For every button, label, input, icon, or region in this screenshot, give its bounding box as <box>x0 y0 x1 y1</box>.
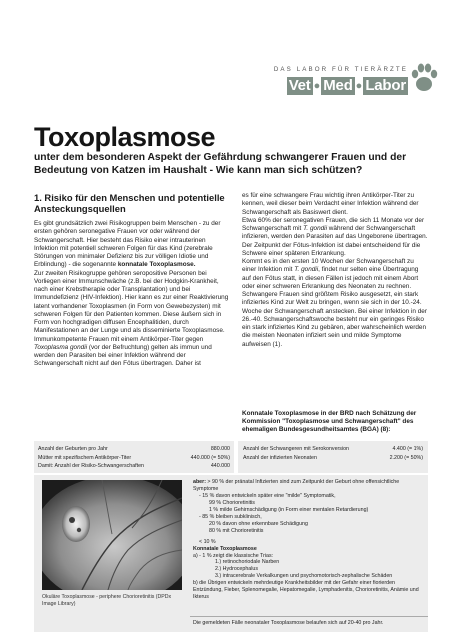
paragraph: Etwa 60% der seronegativen Frauen, die sich 11 Monate vor der Schwangerschaft mit T. gondii während der Schwangerschaft infizieren, werden den Parasiten auf das Ungeborene übertragen. Der Zeitpunkt der Fötus-Infektion ist dabei entscheidend für die Schwere einer späteren Erkrankung. <box>242 216 428 257</box>
fact-line: a) - 1 % zeigt die klassische Trias: <box>193 552 274 559</box>
logo-part-vet: Vet <box>288 77 311 94</box>
stat-row: Damit: Anzahl der Risiko-Schwangerschaften 440.000 <box>38 463 230 470</box>
stats-left <box>38 445 230 471</box>
page-header <box>0 0 452 118</box>
section-heading: 1. Risiko für den Menschen und potentielle Ansteckungsquellen <box>34 192 225 214</box>
stat-row: Anzahl der Geburten pro Jahr 880.000 <box>38 446 230 452</box>
fact-line: - 85 % bleiben subklinisch, <box>199 513 262 520</box>
paragraph: Immunkompetente Frauen mit einem Antikörper-Titer gegen Toxoplasma gondii (vor der Befruchtung) gelten als immun und werden den Parasiten bei einer Infektion während der Schwangerschaft nicht auf den Fötus übertragen. Daher ist <box>34 335 212 368</box>
stats-right <box>243 445 423 462</box>
paragraph: Kommt es in den ersten 10 Wochen der Schwangerschaft zu einer Infektion mit T. gondii, findet nur selten eine Übertragung auf den Fötus statt, in diesen Fällen ist jedoch mit einem Abort oder einer schweren Erkrankung des Neonaten zu rechnen. Schwangere Frauen sind größtem Risiko ausgesetzt, ein stark infiziertes Kind zur Welt zu bringen, wenn sie sich in der 10.-24. Woche der Schwangerschaft anstecken. Bei einer Infektion in der 26.-40. Schwangerschaftswoche besteht nur ein geringes Risiko ein stark infiziertes Kind zu gebären, aber wahrscheinlich werden die meisten Neonaten infiziert sein und milde Symptome aufweisen (1). <box>242 258 427 348</box>
stat-row: Mütter mit spezifischem Antikörper-Titer 440.000 (= 50%) <box>38 454 230 461</box>
logo-part-labor: Labor <box>365 77 406 94</box>
fact-line: 1 % milde Gehirnschädigung (in Form einer mentalen Retardierung) <box>209 506 369 513</box>
column-left <box>34 192 230 369</box>
fact-line: 20 % davon ohne erkennbare Schädigung <box>209 520 308 527</box>
stats-box-heading: Konnatale Toxoplasmose in der BRD nach Schätzung der Kommission "Toxoplasmose und Schwangerschaft" des ehemaligen Bundesgesundheitsamtes (BGA) (8): <box>242 410 417 434</box>
fact-heading: Konnatale Toxoplasmose <box>193 545 257 552</box>
lab-tagline: DAS LABOR FÜR TIERÄRZTE <box>273 66 408 73</box>
facts-divider <box>190 616 428 617</box>
facts-list <box>193 479 425 601</box>
page-subtitle: unter dem besonderen Aspekt der Gefährdung schwangerer Frauen und der Bedeutung von Katzen im Haushalt - Wie kann man sich schützen? <box>34 152 407 176</box>
facts-footer: Die gemeldeten Fälle neonataler Toxoplasmose belaufen sich auf 20-40 pro Jahr. <box>193 620 384 626</box>
vetmedlabor-logo: Vet ● Med ● Labor <box>288 77 406 94</box>
page-title: Toxoplasmose <box>34 122 216 152</box>
paragraph: Es gibt grundsätzlich zwei Risikogruppen beim Menschen - zu der ersten gehören seronegative Frauen vor oder während der Schwangerschaft. Hier besteht das Risiko einer intrauterinen Infektion mit potentiell schweren Folgen für das Kind (zerebrale Störungen von minimaler Defizienz bis zur völligen Idiotie und Erblindung) - die sogenannte konnatale Toxoplasmose. <box>34 220 221 269</box>
fact-line: 2.) Hydrocephalus <box>215 566 258 573</box>
fact-line: 80 % mit Chorioretinitis <box>209 527 264 534</box>
retina-photo <box>42 480 182 590</box>
paragraph: es für eine schwangere Frau wichtig ihren Antikörper-Titer zu kennen, weil dieser beim Verdacht einer Infektion während der Schwangerschaft als Basiswert dient. <box>242 192 419 216</box>
fact-line: < 10 % <box>199 538 216 545</box>
photo-caption: Okuläre Toxoplasmose - periphere Chorioretinitis (DPDx Image Library) <box>42 594 172 607</box>
paragraph: Zur zweiten Risikogruppe gehören seropositive Personen bei Vorliegen einer Immunschwäche (z.B. bei der Hodgkin-Krankheit, nach einer Krebstherapie oder Transplantation) und bei Immundefizienz (HIV-Infektion). Hier kann es zur einer Reaktivierung latent vorhandener Toxoplasmen (in Form von Gewebezysten) mit schweren Folgen für den Patienten kommen. Diese äußern sich in Form von hochgradigen diffusen Encephalitiden, durch Manifestationen an der Lunge und als disseminierte Toxoplasmose. <box>34 269 229 335</box>
fact-line: 1.) retinochoriodale Narben <box>215 559 280 566</box>
paw-print-icon <box>410 60 438 94</box>
fact-line: aber: > 90 % der pränatal Infizierten sind zum Zeitpunkt der Geburt ohne offensichtliche Symptome <box>193 479 400 492</box>
fact-line: b) die Übrigen entwickeln mehrdeutige Krankheitsbilder mit der Gefahr einer fiorierden Entzündung, Fieber, Splenomegalie, Hepatomegalie, Lymphadenitis, Chorioretinitis, Anämie und Ikterus <box>193 580 419 601</box>
fact-line: 99 % Chorioretinitis <box>209 499 255 506</box>
column-right <box>242 192 428 349</box>
fact-line: - 15 % davon entwickeln später eine "milde" Symptomatik, <box>199 492 336 499</box>
fact-line: 3.) intracerebrale Verkalkungen und psychomotorisch-zephalische Schäden <box>215 573 393 580</box>
stat-row: Anzahl der Schwangeren mit Serokonversion 4.400 (= 1%) <box>243 446 423 452</box>
stat-row: Anzahl der infizierten Neonaten 2.200 (= 50%) <box>243 454 423 461</box>
logo-part-med: Med <box>323 77 353 94</box>
